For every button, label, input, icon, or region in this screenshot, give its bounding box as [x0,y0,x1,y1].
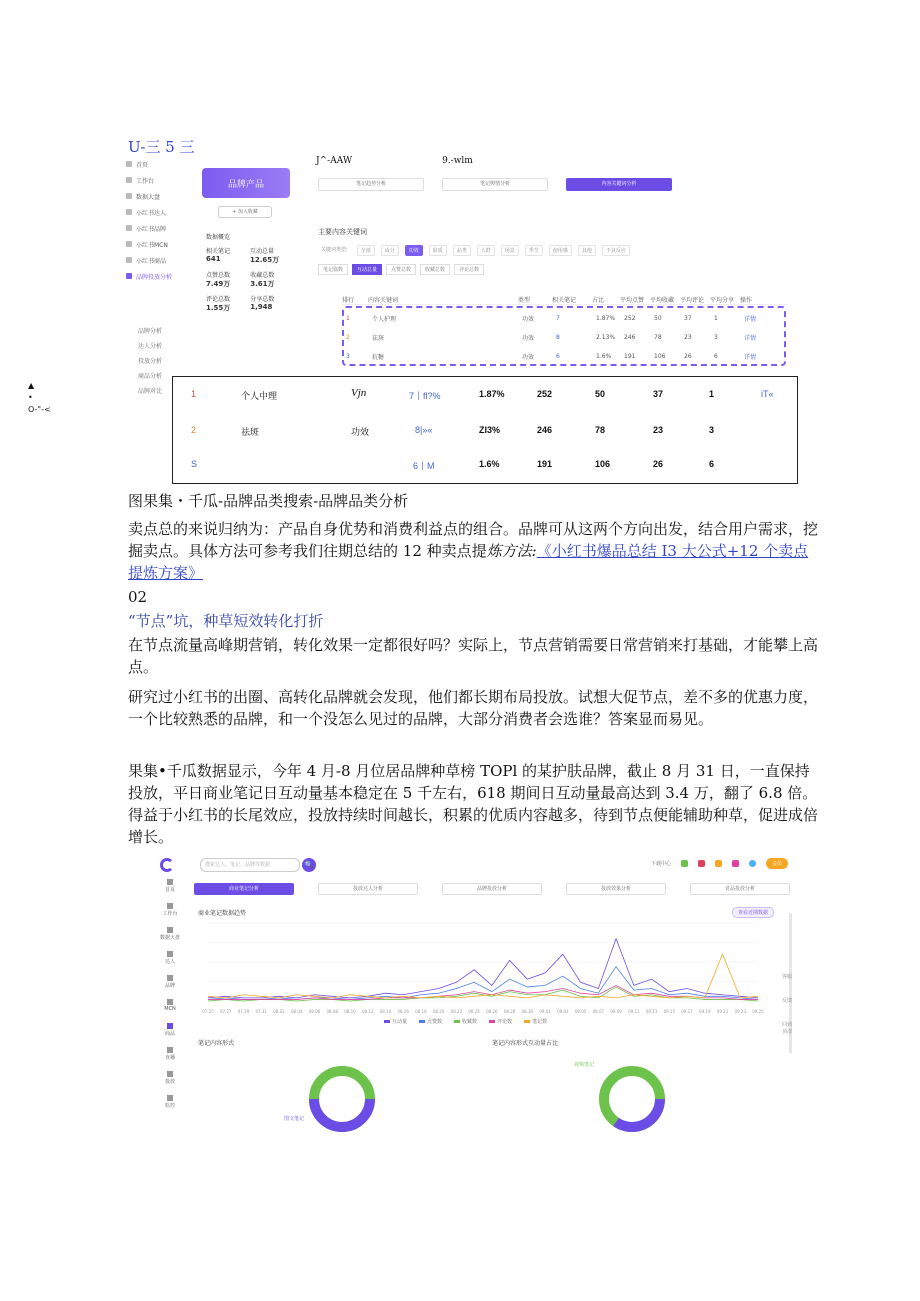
cell: 37 [684,314,692,322]
x-tick-label: 07.31 [255,1009,267,1014]
cell: 2 [346,333,350,341]
x-tick-label: 09.09 [610,1009,622,1014]
stat [206,246,230,265]
right-tools [780,973,794,1045]
sidebar-item-live[interactable] [154,1047,186,1071]
stat-label: 互动总量 [250,248,275,255]
cell: 2.13% [596,333,616,341]
tab-keyword-analysis[interactable]: 内容关键词分析 [566,178,672,191]
sidebar-item-kol[interactable] [120,204,198,220]
x-tick-label: 09.11 [628,1009,640,1014]
legend-swatch [489,1020,495,1023]
stat-label: 评论总数 [206,296,231,303]
legend-item[interactable] [489,1018,512,1025]
screenshot1-heading: U-三 5 三 [128,138,195,156]
x-tick-label: 09.05 [574,1009,587,1014]
cell: 1 [191,389,197,399]
th: 排行 [342,296,355,304]
follow-button[interactable]: + 加入收藏 [218,206,272,218]
sidebar-item-workbench[interactable] [120,172,198,188]
cell: 功效 [522,315,535,323]
x-tick-label: 09.19 [699,1009,711,1014]
x-tick-label: 09.25 [752,1009,764,1014]
workbench-icon [167,903,173,909]
cell: 50 [654,314,662,322]
side-link[interactable]: 品牌对比 [138,388,163,395]
avatar[interactable] [749,860,756,867]
live-icon [167,1047,173,1053]
home-icon [167,879,173,885]
th: 内容关键词 [368,296,399,304]
sidebar-label: MCN [164,1006,176,1012]
tab-competitor[interactable]: 竞品投放分析 [690,883,790,895]
section-title: 主要内容关键词 [318,228,367,236]
filter-category[interactable]: 品类 [453,245,471,256]
x-tick-label: 07.25 [202,1009,214,1014]
analysis-tabs [312,178,672,191]
th: 平均评论 [680,296,705,304]
sidebar-label: 首页 [136,161,149,169]
sub-chart-title: 笔记内容形式 [198,1040,235,1047]
sidebar-label: 小红书达人 [136,209,167,217]
figure-caption: 图果集・千瓜-品牌品类搜索-品牌品类分析 [128,492,409,510]
x-tick-label: 08.30 [521,1009,534,1014]
x-tick-label: 08.10 [344,1009,356,1014]
tab-effect[interactable]: 投放效果分析 [566,883,666,895]
legend-label: 点赞数 [427,1019,443,1025]
cell: 1.6% [479,459,500,469]
cell: 个人中理 [241,391,278,401]
legend-item[interactable] [524,1018,547,1025]
vip-badge[interactable]: 会员 [766,858,788,869]
monitor-icon [167,1095,173,1101]
home-icon [126,161,132,167]
donut-slice-purple [616,1099,660,1127]
table-row [346,312,782,324]
cell: 191 [624,352,636,360]
sidebar-label: 直播 [164,1055,175,1061]
cell: 78 [654,333,662,341]
app-icon[interactable] [681,860,688,867]
help-icon[interactable] [732,860,739,867]
service-link[interactable]: 客服 [781,974,792,980]
x-tick-label: 08.26 [486,1009,498,1014]
x-tick-label: 09.17 [681,1009,693,1014]
brand-card [200,162,320,312]
cell[interactable]: 7 [556,314,560,322]
paragraph-4: 果集•千瓜数据显示，今年 4 月-8 月位居品牌种草榜 TOPl 的某护肤品牌，截止 8 月 31 日，一直保持投放，平日商业笔记日互动量基本稳定在 5 千左右，618 期间日互动量最高达到 3.4 万，翻了 6.8 倍。得益于小红书的长尾效应，投放持续时间越长，积累的优质内容越多，待到节点便能辅助种草，促进成倍增长。 [128,762,819,846]
sidebar-item-ads[interactable] [154,1071,186,1095]
goods-icon [167,1023,173,1029]
cell: Vjn [351,387,367,399]
dashboard-icon [126,193,132,199]
keyword-filters [312,245,672,256]
stat-value: 7.49万 [206,280,231,288]
cell: 7丨fl?% [409,391,441,401]
table-row [346,331,782,343]
sidebar-label: 工作台 [162,911,178,917]
section-title: “节点”坑，种草短效转化打折 [128,612,324,630]
stat-value: 12.65万 [250,256,280,264]
side-link[interactable]: 品牌分析 [138,328,163,335]
filter-scene[interactable]: 场景 [501,245,519,256]
cell: 23 [684,333,692,341]
filter-skin[interactable]: 肤质 [429,245,447,256]
sidebar-label: 品牌 [164,983,175,989]
zoom-row [173,421,797,441]
x-tick-label: 08.12 [361,1009,374,1014]
zoom-row [173,455,797,475]
x-tick-label: 08.04 [290,1009,303,1014]
search-input[interactable]: 搜索达人、笔记、品牌等数据 [200,858,300,872]
cell: ZI3% [479,425,501,435]
notice-icon[interactable] [715,860,722,867]
sidebar-item-workbench[interactable] [154,903,186,927]
brand-icon [167,975,173,981]
back-to-top-link[interactable]: 回到顶部 [781,1022,792,1035]
download-center-link[interactable]: 下载中心 [650,861,671,867]
detail-link[interactable]: 详情 [744,334,757,342]
chart-legend [384,1018,547,1025]
stats-panel [200,232,320,313]
cell: 1.87% [479,389,505,399]
cell: 191 [537,459,553,469]
th: 平均点赞 [620,296,645,304]
th: 相关笔记 [552,296,577,304]
sidebar-item-brand[interactable] [154,975,186,999]
legend-swatch [384,1020,390,1023]
subtab-favorites[interactable]: 收藏总数 [420,264,450,275]
legend-swatch [454,1020,460,1023]
cell: iT« [761,389,774,399]
x-tick-label: 08.24 [468,1009,480,1014]
cell: 37 [653,389,664,399]
legend-item[interactable] [419,1018,442,1025]
stat [206,270,230,289]
sidebar-item-goods[interactable] [154,1023,186,1047]
stat-label: 点赞总数 [206,272,231,279]
cell: 功效 [522,334,535,342]
legend-label: 收藏数 [462,1019,478,1025]
filter-all[interactable]: 全部 [357,245,375,256]
user-icon [126,209,132,215]
subtab-likes[interactable]: 点赞总数 [386,264,416,275]
sidebar-label: 投放 [164,1079,175,1085]
marker: ▲ [28,381,35,390]
section-number: 02 [128,588,148,606]
cell: 246 [537,425,553,435]
marker: • [28,393,33,402]
donut-label: 图文笔记 [284,1116,305,1122]
ads-icon [167,1071,173,1077]
cell: 抗糖 [372,353,385,361]
filter-crowd[interactable]: 人群 [477,245,495,256]
sidebar-item-dashboard[interactable] [154,927,186,951]
cell: 106 [654,352,666,360]
legend-item[interactable] [454,1018,477,1025]
subtab-notes[interactable]: 笔记篇数 [318,264,348,275]
x-tick-label: 08.02 [273,1009,285,1014]
ocr-markers [28,380,51,416]
chart-range-button[interactable]: 查看近期数据 [732,907,774,918]
table-row [346,350,782,362]
side-link[interactable]: 商品分析 [138,373,163,380]
donut-label: 视频笔记 [574,1062,595,1068]
panel-title-left: J^-AAW [316,156,353,166]
x-tick-label: 08.14 [379,1009,392,1014]
sidebar-item-mcn[interactable] [120,236,198,252]
cell[interactable]: 6 [556,352,560,360]
screenshot2 [154,853,794,1133]
x-tick-label: 09.23 [734,1009,746,1014]
dashboard-icon [167,927,173,933]
cell: 23 [653,425,664,435]
x-tick-label: 07.27 [220,1009,232,1014]
sidebar-label: 小红书商品 [136,257,167,265]
stat-label: 分享总数 [250,296,275,303]
cell: 1.87% [596,314,616,322]
marker: O-"-< [28,405,51,414]
sidebar-label: 工作台 [136,177,155,185]
th: 操作 [740,296,753,304]
legend-swatch [419,1020,425,1023]
cell: 1 [346,314,350,322]
paragraph-1 [128,518,818,584]
cell: 1 [714,314,718,322]
legend-item[interactable] [384,1018,407,1025]
cell[interactable]: 8 [556,333,560,341]
filter-label: 关键词类型: [321,247,348,253]
legend-label: 笔记数 [532,1019,548,1025]
x-tick-label: 08.06 [308,1009,321,1014]
x-tick-label: 08.22 [450,1009,463,1014]
stat [250,246,279,265]
filter-ingredient[interactable]: 成分 [381,245,399,256]
main-panel [312,156,672,292]
filter-adverse[interactable]: 不良反应 [602,245,630,256]
side-link[interactable]: 投放分析 [138,358,163,365]
metric-subtabs [312,264,672,275]
filter-feel[interactable]: 使用感 [549,245,572,256]
cell: 26 [653,459,664,469]
cell: 252 [537,389,553,399]
stat [250,294,274,313]
stat-label: 相关笔记 [206,248,231,255]
cell: 26 [684,352,692,360]
cell: 2 [191,425,197,435]
cell: 246 [624,333,636,341]
cell: 3 [709,425,715,435]
panel-header [312,156,672,166]
detail-link[interactable]: 详情 [744,353,757,361]
brand-icon [126,225,132,231]
filter-efficacy[interactable]: 功效 [405,245,423,256]
sub-chart-title: 笔记内容形式互动量占比 [492,1040,559,1047]
sidebar-label: 首页 [164,887,175,893]
x-tick-label: 08.18 [415,1009,427,1014]
zoom-row [173,385,797,405]
subtab-interactions[interactable]: 互动总量 [352,264,382,275]
workbench-icon [126,177,132,183]
keyword-table [342,294,788,369]
x-tick-label: 09.21 [716,1009,729,1014]
x-tick-label: 08.20 [432,1009,445,1014]
sidebar-item-kol[interactable] [154,951,186,975]
x-tick-label: 09.07 [592,1009,605,1014]
cell: 个人护理 [372,315,397,323]
x-tick-label: 09.03 [557,1009,569,1014]
search-icon[interactable]: 🔍 [302,858,316,872]
donut-chart-format [300,1059,384,1133]
cell: 1 [709,389,715,399]
paragraph-italic: 炼方法: [486,542,537,560]
stat-value: 3.61万 [250,280,275,288]
panel-title-right: 9.-wlm [442,156,473,166]
sidebar [120,156,198,296]
message-icon[interactable] [698,860,705,867]
legend-label: 互动量 [392,1019,408,1025]
stat-value: 641 [206,255,221,263]
series-line-笔记数 [208,954,758,998]
th: 平均收藏 [650,296,675,304]
cell: 祛斑 [241,427,260,437]
sidebar-item-goods[interactable] [120,252,198,268]
x-tick-label: 09.13 [645,1009,658,1014]
sidebar-item-monitor[interactable] [154,1095,186,1119]
sidebar-label: 数据大盘 [136,193,161,201]
sidebar [154,879,186,1133]
cell: 50 [595,389,606,399]
x-tick-label: 08.28 [503,1009,516,1014]
stat-label: 收藏总数 [250,272,275,279]
goods-icon [126,257,132,263]
sidebar-item-dashboard[interactable] [120,188,198,204]
detail-link[interactable]: 详情 [744,315,757,323]
top-bar [154,853,794,877]
donut-chart-interaction [590,1059,674,1133]
legend-swatch [524,1020,530,1023]
x-tick-label: 08.16 [397,1009,409,1014]
series-line-互动量 [208,939,758,998]
article-link[interactable]: 《小红书爆品总结 I3 大公式+12 个卖点提炼方案》 [128,542,809,582]
tab-commercial-notes[interactable]: 商业笔记分析 [194,883,294,895]
mcn-icon [167,999,173,1005]
user-icon [167,951,173,957]
cell: 6 [709,459,715,469]
trend-chart [198,919,768,1019]
sidebar-label: 监控 [164,1103,175,1109]
filter-season[interactable]: 季节 [525,245,543,256]
cell: 1.6% [596,352,612,360]
sidebar-item-home[interactable] [154,879,186,903]
stat-value: 1,948 [250,303,273,311]
subtab-comments[interactable]: 评论总数 [454,264,484,275]
tab-note-sentiment[interactable]: 笔记舆情分析 [442,178,548,191]
filter-other[interactable]: 其他 [578,245,596,256]
th: 平均分享 [710,296,735,304]
x-tick-label: 09.15 [663,1009,676,1014]
tab-note-trend[interactable]: 笔记趋势分析 [318,178,424,191]
cell: 78 [595,425,606,435]
sidebar-item-brand[interactable] [120,220,198,236]
cell: 6 [714,352,718,360]
side-link[interactable]: 达人分析 [138,343,163,350]
analysis-tabs [194,883,790,895]
stats-title: 数据概览 [206,234,231,241]
cell: 祛斑 [372,334,385,342]
tab-kol-analysis[interactable]: 投放达人分析 [318,883,418,895]
legend-label: 评论数 [497,1019,513,1025]
paragraph-2: 在节点流量高峰期营销，转化效果一定都很好吗？实际上，节点营销需要日常营销来打基础，才能攀上高点。 [128,636,819,676]
cell: 8|»« [415,425,433,435]
x-tick-label: 09.01 [539,1009,551,1014]
th: 占比 [592,296,605,304]
sidebar-item-mcn[interactable] [154,999,186,1023]
x-tick-label: 07.29 [237,1009,250,1014]
sidebar-label: 商品 [164,1031,175,1037]
sidebar-item-brand-analysis[interactable] [120,268,198,284]
chart-icon [126,273,132,279]
cell: 252 [624,314,636,322]
feedback-link[interactable]: 反馈 [781,998,792,1004]
mcn-icon [126,241,132,247]
cell: 106 [595,459,611,469]
x-tick-label: 08.08 [326,1009,338,1014]
stat-value: 1.55万 [206,304,231,312]
table-header [342,294,788,305]
chart-title: 商业笔记数据趋势 [198,910,247,917]
sidebar-label: 小红书MCN [136,241,168,249]
logo-icon [160,858,174,872]
sidebar-item-home[interactable] [120,156,198,172]
stat [206,294,230,313]
stat [250,270,274,289]
donut-slice-purple [314,1099,370,1127]
cell: 功效 [522,353,535,361]
tab-brand-ads[interactable]: 品牌投放分析 [442,883,542,895]
sidebar-label: 数据大盘 [159,935,180,941]
cell: 功效 [351,427,370,437]
paragraph-3: 研究过小红书的出圈、高转化品牌就会发现，他们都长期布局投放。试想大促节点，差不多的优惠力度，一个比较熟悉的品牌，和一个没怎么见过的品牌，大部分消费者会选谁？答案显而易见。 [128,688,819,728]
cell: S [191,459,198,469]
sidebar-label: 品牌投放分析 [136,273,173,281]
th: 类型 [518,296,531,304]
brand-name: 品牌产品 [202,168,290,198]
cell: 3 [346,352,350,360]
cell: 3 [714,333,718,341]
sidebar-label: 达人 [164,959,175,965]
zoomed-table [172,376,798,484]
cell: 6丨M [413,461,435,471]
sidebar-label: 小红书品牌 [136,225,167,233]
paragraph-text: 卖点总的来说归纳为：产品自身优势和消费利益点的组合。品牌可从这两个方向出发，结合用户需求，挖掘卖点。具体方法可参考我们往期总结的 12 种卖点提 [128,520,819,560]
top-right [651,858,788,869]
